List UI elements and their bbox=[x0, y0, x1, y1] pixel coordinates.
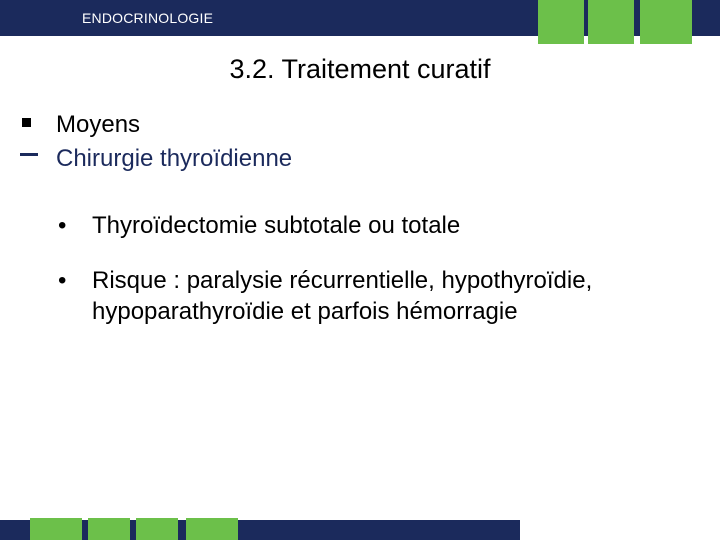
footer-decoration-block bbox=[136, 518, 178, 540]
dash-bullet-icon bbox=[20, 153, 38, 156]
square-bullet-icon bbox=[22, 118, 31, 127]
list-item-text: Thyroïdectomie subtotale ou totale bbox=[92, 212, 461, 239]
footer-decoration-block bbox=[88, 518, 130, 540]
level1-item-moyens: Moyens bbox=[20, 111, 140, 139]
list-item bbox=[58, 210, 698, 241]
header-decoration-block bbox=[588, 0, 634, 44]
level1-item-chirurgie: Chirurgie thyroïdienne bbox=[20, 145, 292, 173]
bullet-dot: • bbox=[58, 267, 67, 294]
header-title: ENDOCRINOLOGIE bbox=[82, 10, 214, 26]
bullet-dot: • bbox=[58, 212, 67, 239]
list-item bbox=[58, 265, 698, 327]
footer-decoration-block bbox=[30, 518, 82, 540]
list-item-text: Risque : paralysie récurrentielle, hypothyroïdie, hypoparathyroïdie et parfois hémorragie bbox=[92, 267, 593, 325]
slide-title: 3.2. Traitement curatif bbox=[229, 54, 491, 84]
header-decoration-block bbox=[538, 0, 584, 44]
footer-decoration-block bbox=[186, 518, 238, 540]
bullet-list bbox=[58, 210, 698, 351]
header-decoration-block bbox=[640, 0, 692, 44]
